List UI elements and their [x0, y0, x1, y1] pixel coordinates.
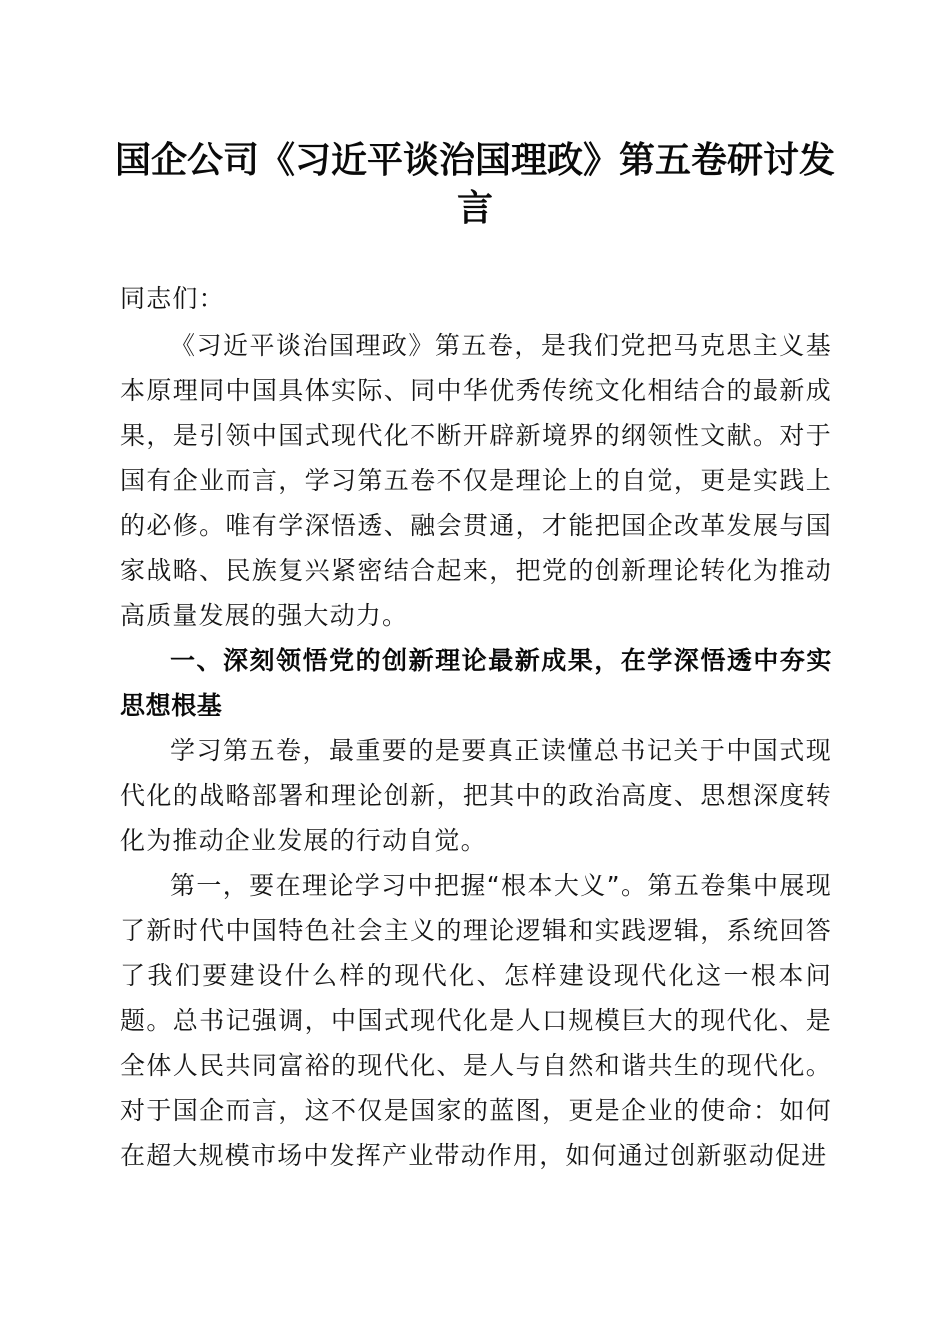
document-body [120, 276, 832, 1178]
salutation: 同志们： [120, 284, 225, 313]
section-heading: 一、深刻领悟党的创新理论最新成果，在学深悟透中夯实思想根基 [120, 646, 832, 720]
point-one-paragraph: 第一，要在理论学习中把握“根本大义”。第五卷集中展现了新时代中国特色社会主义的理论逻辑和实践逻辑，系统回答了我们要建设什么样的现代化、怎样建设现代化这一根本问题。总书记强调，中国式现代化是人口规模巨大的现代化、是全体人民共同富裕的现代化、是人与自然和谐共生的现代化。对于国企而言，这不仅是国家的蓝图，更是企业的使命：如何在超大规模市场中发挥产业带动作用，如何通过创新驱动促进 [120, 871, 832, 1170]
intro-paragraph: 《习近平谈治国理政》第五卷，是我们党把马克思主义基本原理同中国具体实际、同中华优秀传统文化相结合的最新成果，是引领中国式现代化不断开辟新境界的纲领性文献。对于国有企业而言，学习第五卷不仅是理论上的自觉，更是实践上的必修。唯有学深悟透、融会贯通，才能把国企改革发展与国家战略、民族复兴紧密结合起来，把党的创新理论转化为推动高质量发展的强大动力。 [120, 331, 832, 630]
document-title: 国企公司《习近平谈治国理政》第五卷研讨发言 [114, 139, 835, 229]
section-intro-paragraph: 学习第五卷，最重要的是要真正读懂总书记关于中国式现代化的战略部署和理论创新，把其中的政治高度、思想深度转化为推动企业发展的行动自觉。 [120, 736, 832, 855]
